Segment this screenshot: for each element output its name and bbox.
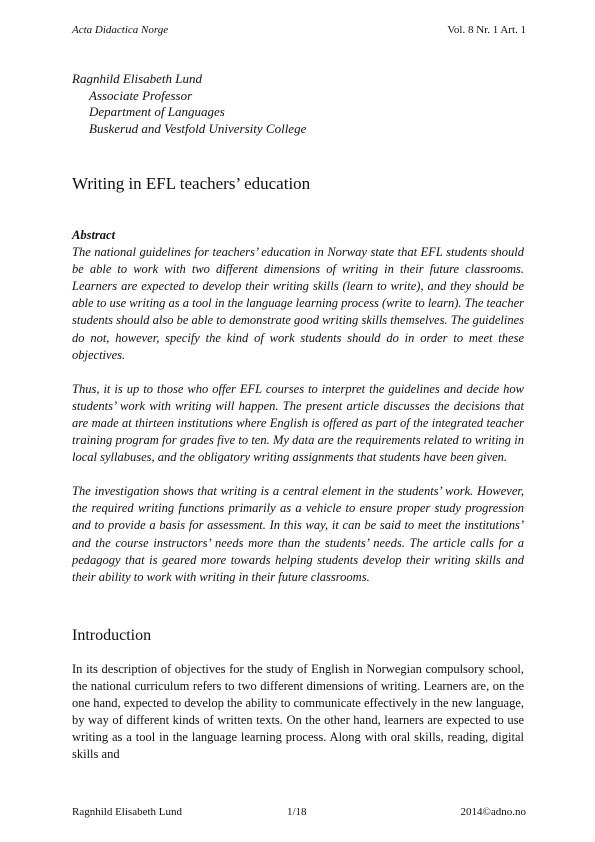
author-department: Department of Languages [89, 104, 225, 119]
abstract-paragraph: The national guidelines for teachers’ education in Norway state that EFL students should be able to work with two different dimensions of writing in their future classrooms. Learners are expected to develop their writing skills (learn to write), and they should be able to use writing as a tool in the language learning process (write to learn). The teacher students should also be able to demonstrate good writing skills themselves. The guidelines do not, however, specify the kind of work students should do in order to meet these objectives. [72, 245, 524, 362]
introduction-heading: Introduction [72, 627, 152, 644]
author-block [72, 71, 306, 137]
footer-author: Ragnhild Elisabeth Lund [72, 806, 182, 818]
footer-copyright: 2014©adno.no [460, 806, 526, 818]
abstract-heading: Abstract [72, 228, 116, 242]
author-institution: Buskerud and Vestfold University College [89, 120, 307, 136]
introduction-paragraph: In its description of objectives for the study of English in Norwegian compulsory school, the national curriculum refers to two different dimensions of writing. Learners are, on the one hand, expected to develop the ability to communicate effectively in the new language, by way of different kinds of written texts. On the other hand, learners are expected to use writing as a tool in the language learning process. Along with oral skills, reading, digital skills and [72, 662, 524, 762]
introduction-body [72, 661, 524, 764]
volume-info: Vol. 8 Nr. 1 Art. 1 [447, 24, 526, 36]
abstract-paragraph: The investigation shows that writing is a central element in the students’ work. However, the required writing functions primarily as a vehicle to ensure proper study progression and to provide a basis for assessment. In this way, it can be said to meet the institutions’ and the course instructors’ needs more than the students’ needs. The article calls for a pedagogy that is geared more towards helping students develop their writing skills and their ability to work with writing in their future classrooms. [72, 484, 524, 584]
author-position: Associate Professor [89, 87, 193, 103]
page-number: 1/18 [287, 806, 307, 818]
article-title: Writing in EFL teachers’ education [72, 174, 311, 193]
abstract-paragraph: Thus, it is up to those who offer EFL courses to interpret the guidelines and decide how students’ work with writing will happen. The present article discusses the decisions that are made at thirteen institutions where English is offered as part of the integrated teacher training program for grades five to ten. My data are the requirements related to writing in local syllabuses, and the obligatory writing assignments that students have been given. [72, 381, 524, 465]
author-name: Ragnhild Elisabeth Lund [72, 71, 202, 86]
journal-name: Acta Didactica Norge [72, 24, 169, 36]
abstract-section [72, 227, 524, 586]
